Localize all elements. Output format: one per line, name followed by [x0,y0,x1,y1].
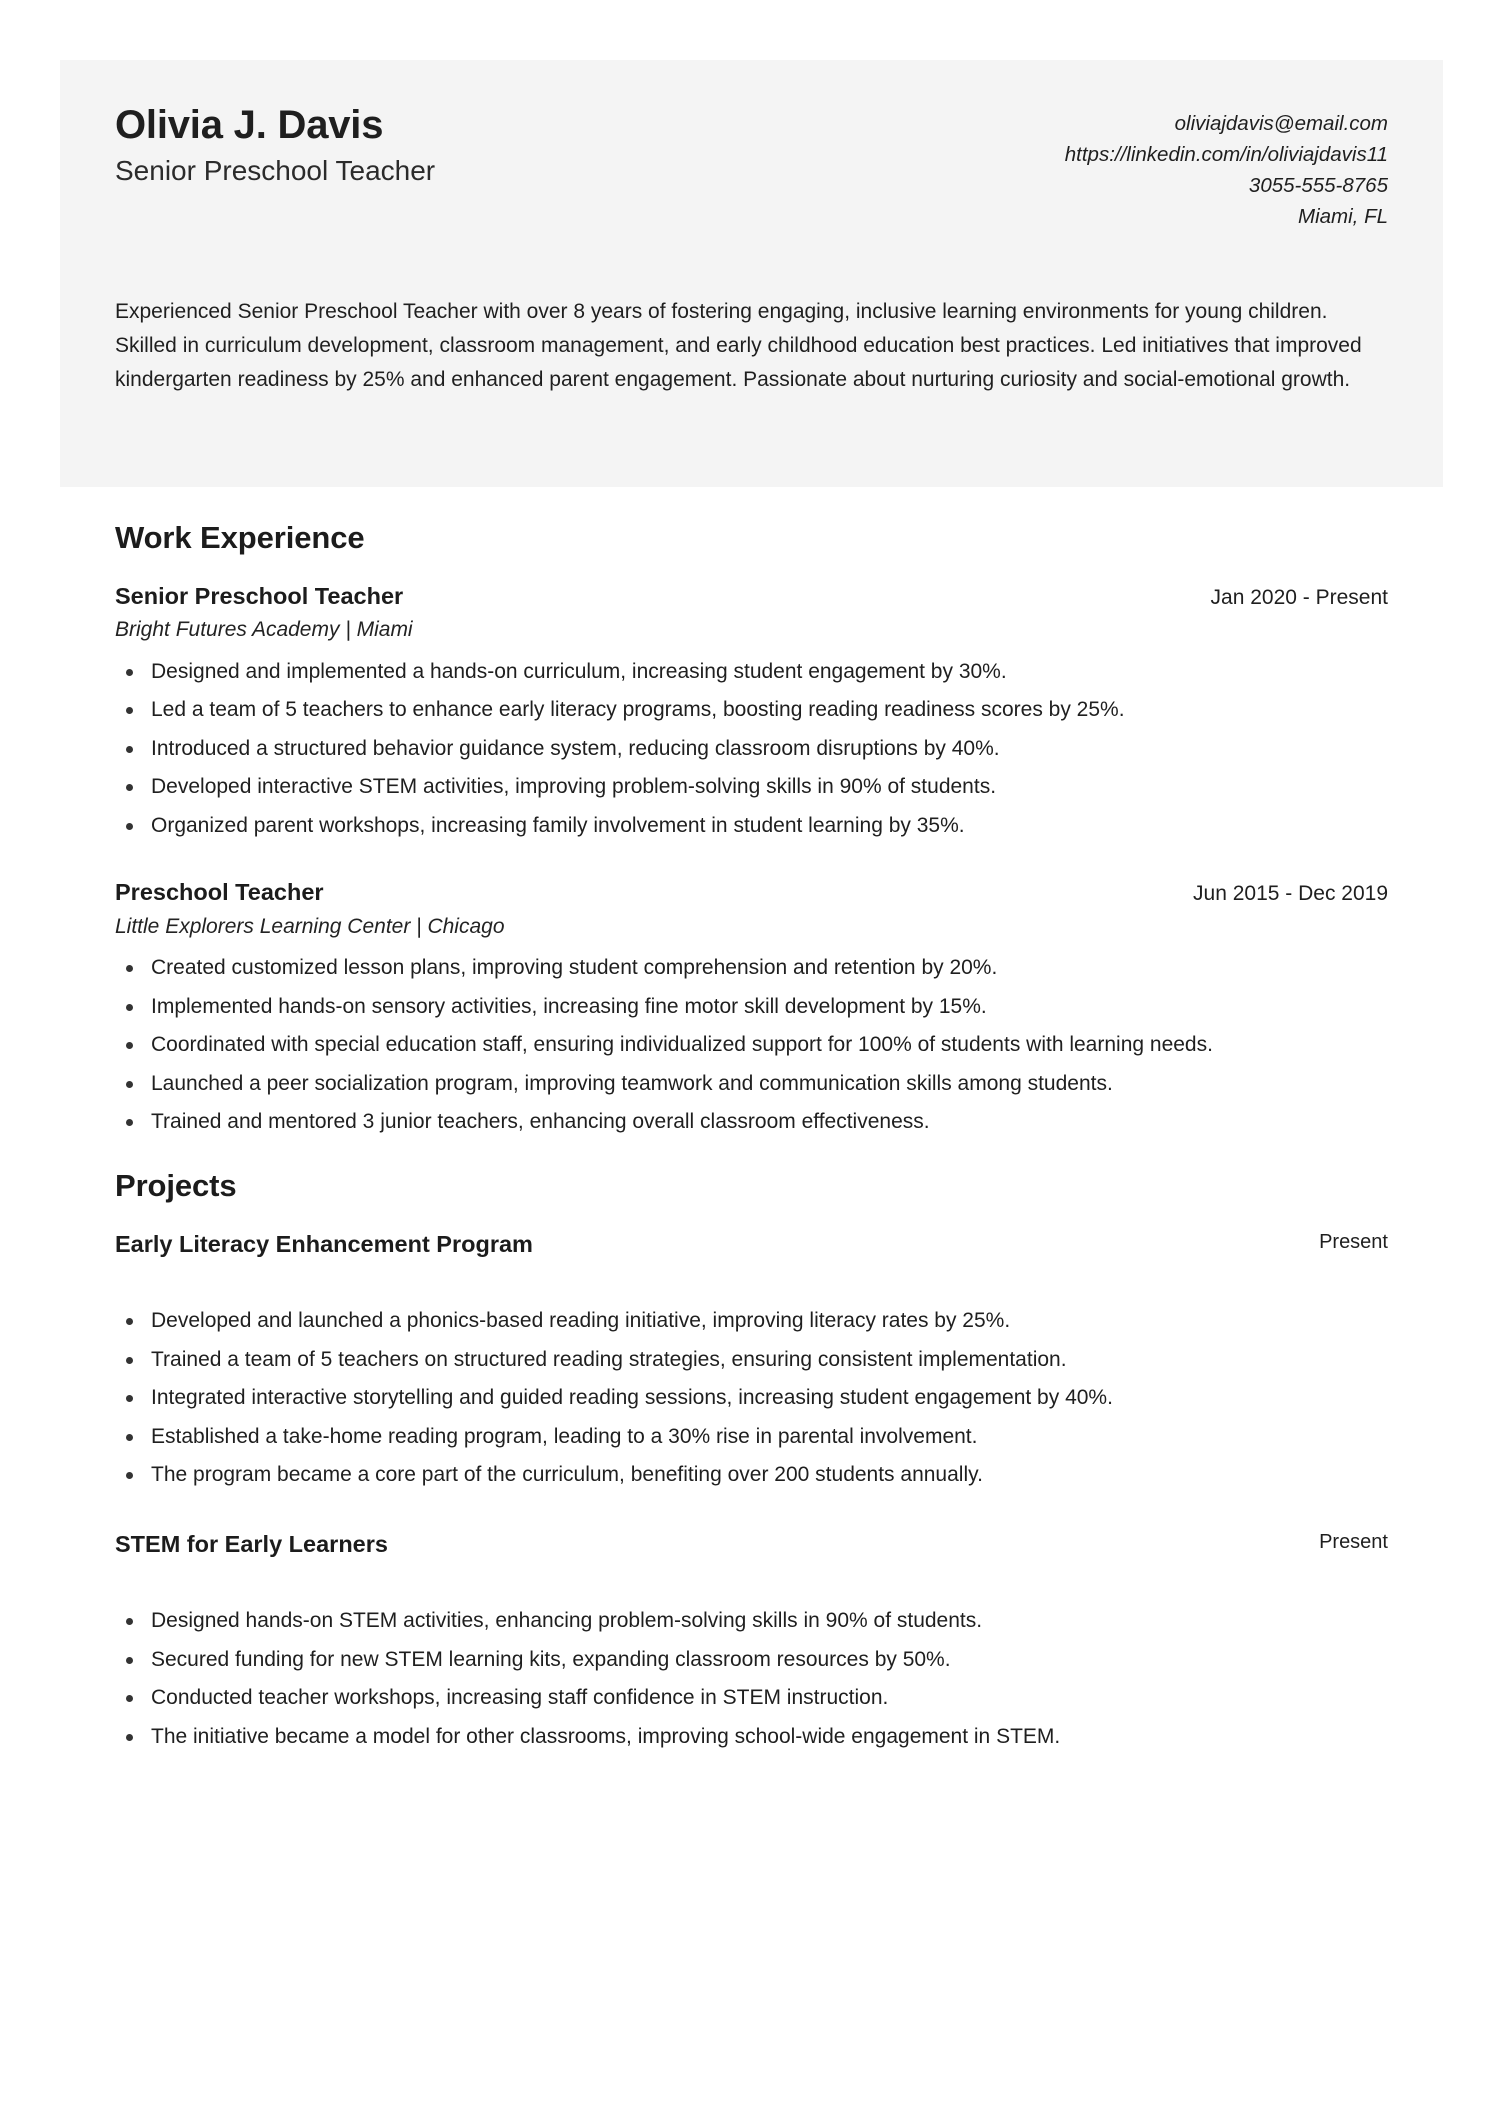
list-item [115,1031,1388,1060]
identity-block [115,102,435,190]
project-entry [115,1230,1388,1490]
bullet-text: Integrated interactive storytelling and guided reading sessions, increasing student engagement by 40%. [151,1386,1113,1410]
section-title-projects: Projects [115,1167,237,1203]
bullet-text: Developed interactive STEM activities, improving problem-solving skills in 90% of students. [151,775,997,799]
candidate-job-title: Senior Preschool Teacher [115,155,436,187]
bullet-dot-icon [126,669,133,676]
list-item [115,954,1388,983]
bullet-text: Secured funding for new STEM learning kits, expanding classroom resources by 50%. [151,1647,951,1671]
resume-body [60,487,1443,1751]
list-item [115,735,1388,764]
project-entry-header [115,1530,1388,1559]
project-entry-name: STEM for Early Learners [115,1530,388,1557]
bullet-dot-icon [126,1081,133,1088]
list-item [115,773,1388,802]
bullet-dot-icon [126,1357,133,1364]
section-title-work-experience: Work Experience [115,520,365,555]
list-item [115,1070,1388,1099]
bullet-text: Introduced a structured behavior guidance system, reducing classroom disruptions by 40%. [151,736,1000,760]
bullet-dot-icon [126,1618,133,1625]
list-item [115,1108,1388,1137]
project-entry-dates: Present [1319,1230,1388,1253]
resume-header [60,60,1443,487]
bullet-text: Led a team of 5 teachers to enhance early literacy programs, boosting reading readiness scores by 25%. [151,698,1125,722]
project-entry-dates: Present [1319,1530,1388,1553]
work-entry-bullets [115,954,1388,1137]
work-entry [115,582,1388,840]
bullet-dot-icon [126,1318,133,1325]
bullet-text: The initiative became a model for other classrooms, improving school-wide engagement in STEM. [151,1724,1061,1748]
bullet-dot-icon [126,784,133,791]
bullet-text: Implemented hands-on sensory activities, increasing fine motor skill development by 15%. [151,994,987,1018]
list-item [115,1723,1388,1752]
list-item [115,1461,1388,1490]
list-item [115,1607,1388,1636]
section-work-experience [115,487,1388,1137]
work-entry-dates: Jun 2015 - Dec 2019 [1193,882,1388,906]
list-item [115,1307,1388,1336]
bullet-text: Trained a team of 5 teachers on structured reading strategies, ensuring consistent implementation. [151,1347,1067,1371]
section-projects [115,1137,1388,1752]
contact-linkedin-url[interactable]: https://linkedin.com/in/oliviajdavis11 [1064,143,1388,167]
list-item [115,658,1388,687]
bullet-dot-icon [126,1004,133,1011]
bullet-dot-icon [126,823,133,830]
bullet-text: Launched a peer socialization program, improving teamwork and communication skills among students. [151,1071,1113,1095]
list-item [115,1384,1388,1413]
work-entry [115,878,1388,1136]
professional-summary: Experienced Senior Preschool Teacher with over 8 years of fostering engaging, inclusive learning environments for young children. Skilled in curriculum development, classroom management, and early childhood education best practices. Led initiatives that improved kindergarten readiness by 25% and enhanced parent engagement. Passionate about nurturing curiosity and social-emotional growth. [115,299,1362,391]
bullet-dot-icon [126,965,133,972]
contact-email[interactable]: oliviajdavis@email.com [1174,112,1388,135]
work-entry-role: Preschool Teacher [115,879,324,906]
project-entry-bullets [115,1607,1388,1751]
work-entry-header [115,582,1388,611]
project-entry-bullets [115,1307,1388,1490]
bullet-dot-icon [126,1042,133,1049]
bullet-dot-icon [126,1695,133,1702]
bullet-text: The program became a core part of the curriculum, benefiting over 200 students annually. [151,1463,983,1487]
bullet-dot-icon [126,707,133,714]
bullet-text: Established a take-home reading program, leading to a 30% rise in parental involvement. [151,1424,978,1448]
bullet-dot-icon [126,1472,133,1479]
work-entry-organization: Little Explorers Learning Center | Chicago [115,914,505,938]
work-entry-dates: Jan 2020 - Present [1210,586,1388,609]
project-entry [115,1530,1388,1752]
work-entry-organization: Bright Futures Academy | Miami [115,618,413,642]
bullet-text: Conducted teacher workshops, increasing staff confidence in STEM instruction. [151,1686,889,1710]
contact-location: Miami, FL [1298,205,1388,229]
bullet-text: Coordinated with special education staff, ensuring individualized support for 100% of students with learning needs. [151,1033,1213,1057]
list-item [115,812,1388,841]
bullet-dot-icon [126,1734,133,1741]
list-item [115,1346,1388,1375]
work-entry-header [115,878,1388,907]
bullet-dot-icon [126,1434,133,1441]
bullet-dot-icon [126,746,133,753]
bullet-text: Designed hands-on STEM activities, enhancing problem-solving skills in 90% of students. [151,1609,983,1633]
project-entry-name: Early Literacy Enhancement Program [115,1230,533,1257]
work-entry-role: Senior Preschool Teacher [115,583,404,609]
bullet-text: Organized parent workshops, increasing family involvement in student learning by 35%. [151,813,965,837]
list-item [115,696,1388,725]
bullet-text: Created customized lesson plans, improving student comprehension and retention by 20%. [151,956,998,980]
bullet-text: Developed and launched a phonics-based reading initiative, improving literacy rates by 25%. [151,1309,1011,1333]
list-item [115,1423,1388,1452]
bullet-text: Trained and mentored 3 junior teachers, enhancing overall classroom effectiveness. [151,1110,930,1134]
bullet-dot-icon [126,1395,133,1402]
contact-phone[interactable]: 3055-555-8765 [1248,174,1388,198]
list-item [115,993,1388,1022]
header-top-row [115,102,1388,233]
bullet-text: Designed and implemented a hands-on curriculum, increasing student engagement by 30%. [151,659,1007,683]
bullet-dot-icon [126,1119,133,1126]
bullet-dot-icon [126,1657,133,1664]
contact-info [1065,102,1388,233]
work-entry-bullets [115,658,1388,841]
candidate-name: Olivia J. Davis [115,103,384,147]
project-entry-header [115,1230,1388,1259]
list-item [115,1646,1388,1675]
list-item [115,1684,1388,1713]
